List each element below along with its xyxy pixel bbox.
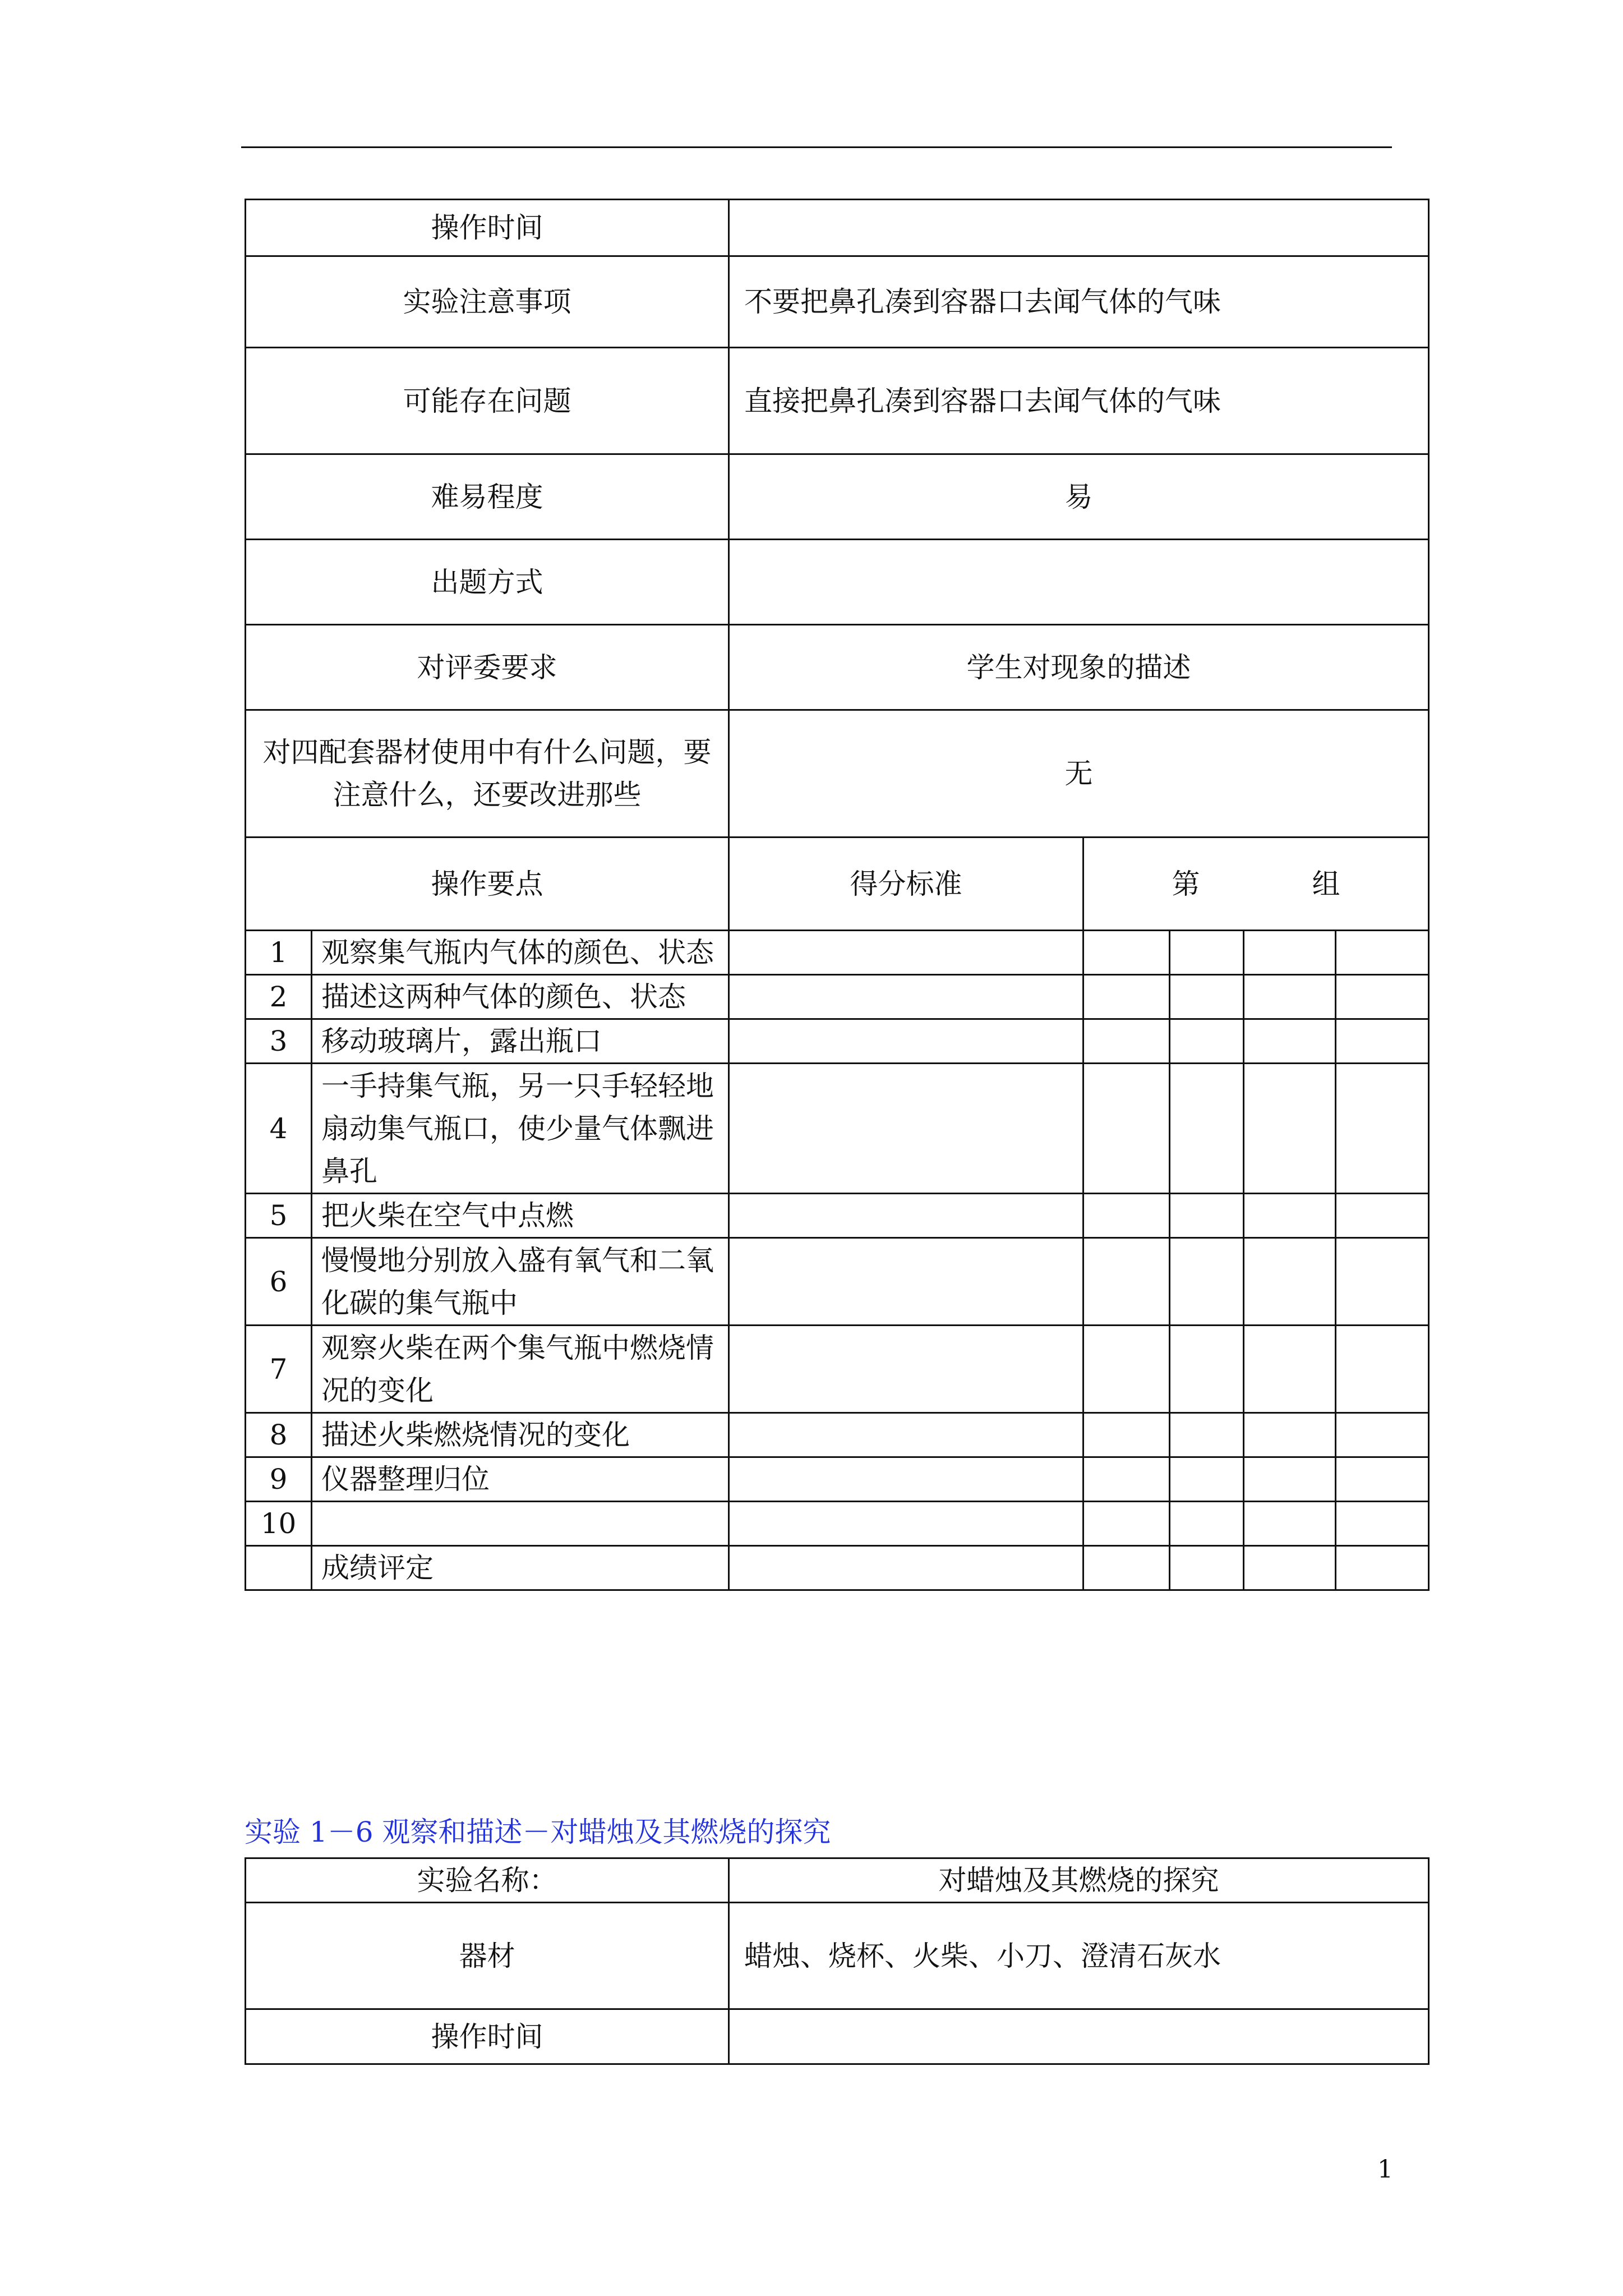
info-row: [246, 625, 1429, 710]
group-cell: [1170, 1546, 1244, 1590]
info-value: [729, 200, 1429, 256]
info-label: 可能存在问题: [246, 348, 729, 454]
score-cell: [729, 1546, 1083, 1590]
section-caption: 实验 1－6 观察和描述－对蜡烛及其燃烧的探究: [245, 1816, 831, 1848]
info-row: [246, 540, 1429, 625]
info-row: [246, 1903, 1429, 2009]
group-cell: [1170, 1194, 1244, 1238]
info-label: 对四配套器材使用中有什么问题，要注意什么，还要改进那些: [246, 710, 729, 838]
group-cell: [1244, 1019, 1336, 1064]
step-text: 一手持集气瓶，另一只手轻轻地扇动集气瓶口，使少量气体飘进鼻孔: [312, 1064, 729, 1194]
step-number: 6: [246, 1238, 312, 1326]
step-row: [246, 1546, 1429, 1590]
group-cell: [1244, 1413, 1336, 1457]
info-value: 蜡烛、烧杯、火柴、小刀、澄清石灰水: [729, 1903, 1429, 2009]
experiment-table: [245, 199, 1430, 1591]
group-cell: [1244, 1457, 1336, 1502]
step-text: 移动玻璃片，露出瓶口: [312, 1019, 729, 1064]
group-cell: [1244, 1194, 1336, 1238]
info-value: 不要把鼻孔凑到容器口去闻气体的气味: [729, 256, 1429, 348]
step-text: 观察集气瓶内气体的颜色、状态: [312, 931, 729, 975]
group-cell: [1336, 1413, 1429, 1457]
group-cell: [1083, 1546, 1170, 1590]
group-cell: [1244, 1238, 1336, 1326]
group-cell: [1083, 1064, 1170, 1194]
group-cell: [1336, 1457, 1429, 1502]
info-value: 无: [729, 710, 1429, 838]
step-row: [246, 1457, 1429, 1502]
step-text: [312, 1502, 729, 1546]
experiment-table-2: [245, 1857, 1430, 2065]
step-text: 仪器整理归位: [312, 1457, 729, 1502]
step-row: [246, 1064, 1429, 1194]
info-row: [246, 256, 1429, 348]
step-text: 描述火柴燃烧情况的变化: [312, 1413, 729, 1457]
group-cell: [1336, 1546, 1429, 1590]
step-row: [246, 1326, 1429, 1413]
info-row: [246, 710, 1429, 838]
group-cell: [1170, 1238, 1244, 1326]
score-cell: [729, 931, 1083, 975]
group-cell: [1244, 1064, 1336, 1194]
step-row: [246, 975, 1429, 1019]
group-cell: [1083, 1238, 1170, 1326]
info-row: [246, 2009, 1429, 2064]
info-value: 直接把鼻孔凑到容器口去闻气体的气味: [729, 348, 1429, 454]
step-text: 成绩评定: [312, 1546, 729, 1590]
group-cell: [1336, 1019, 1429, 1064]
step-number: 4: [246, 1064, 312, 1194]
group-cell: [1170, 931, 1244, 975]
step-number: 9: [246, 1457, 312, 1502]
step-number: 10: [246, 1502, 312, 1546]
header-score: 得分标准: [729, 838, 1083, 931]
group-cell: [1083, 931, 1170, 975]
info-value: [729, 540, 1429, 625]
group-cell: [1170, 975, 1244, 1019]
score-cell: [729, 1064, 1083, 1194]
info-row: [246, 348, 1429, 454]
step-row: [246, 1194, 1429, 1238]
group-cell: [1170, 1413, 1244, 1457]
info-value: 易: [729, 454, 1429, 540]
group-cell: [1083, 1194, 1170, 1238]
group-cell: [1244, 975, 1336, 1019]
group-cell: [1083, 1413, 1170, 1457]
step-number: 7: [246, 1326, 312, 1413]
info-value: [729, 2009, 1429, 2064]
info-row: [246, 454, 1429, 540]
group-cell: [1336, 1326, 1429, 1413]
group-suffix: 组: [1312, 867, 1340, 900]
group-cell: [1336, 975, 1429, 1019]
info-row: [246, 1858, 1429, 1903]
group-cell: [1170, 1064, 1244, 1194]
group-cell: [1083, 1457, 1170, 1502]
score-cell: [729, 975, 1083, 1019]
group-cell: [1170, 1019, 1244, 1064]
group-cell: [1244, 931, 1336, 975]
step-row: [246, 1238, 1429, 1326]
step-row: [246, 931, 1429, 975]
group-cell: [1336, 1064, 1429, 1194]
step-row: [246, 1019, 1429, 1064]
score-cell: [729, 1326, 1083, 1413]
group-cell: [1083, 1326, 1170, 1413]
header-group: [1083, 838, 1429, 931]
table-header-row: [246, 838, 1429, 931]
group-cell: [1244, 1326, 1336, 1413]
info-label: 对评委要求: [246, 625, 729, 710]
info-label: 出题方式: [246, 540, 729, 625]
step-number: 3: [246, 1019, 312, 1064]
step-text: 描述这两种气体的颜色、状态: [312, 975, 729, 1019]
step-number: 2: [246, 975, 312, 1019]
header-rule: [241, 146, 1392, 148]
info-value: 对蜡烛及其燃烧的探究: [729, 1858, 1429, 1903]
group-cell: [1336, 1238, 1429, 1326]
score-cell: [729, 1238, 1083, 1326]
info-label: 操作时间: [246, 200, 729, 256]
score-cell: [729, 1019, 1083, 1064]
score-cell: [729, 1194, 1083, 1238]
group-cell: [1244, 1502, 1336, 1546]
step-number: 1: [246, 931, 312, 975]
group-cell: [1336, 1194, 1429, 1238]
group-cell: [1336, 1502, 1429, 1546]
score-cell: [729, 1457, 1083, 1502]
info-label: 难易程度: [246, 454, 729, 540]
page-number: 1: [1377, 2155, 1393, 2184]
step-row: [246, 1502, 1429, 1546]
step-text: 把火柴在空气中点燃: [312, 1194, 729, 1238]
group-cell: [1083, 1019, 1170, 1064]
step-number: [246, 1546, 312, 1590]
info-value: 学生对现象的描述: [729, 625, 1429, 710]
step-number: 8: [246, 1413, 312, 1457]
step-number: 5: [246, 1194, 312, 1238]
group-cell: [1336, 931, 1429, 975]
info-row: [246, 200, 1429, 256]
score-cell: [729, 1502, 1083, 1546]
step-text: 观察火柴在两个集气瓶中燃烧情况的变化: [312, 1326, 729, 1413]
group-prefix: 第: [1172, 867, 1200, 900]
info-label: 实验名称：: [246, 1858, 729, 1903]
header-points: 操作要点: [246, 838, 729, 931]
group-cell: [1083, 975, 1170, 1019]
info-label: 实验注意事项: [246, 256, 729, 348]
group-cell: [1083, 1502, 1170, 1546]
group-cell: [1170, 1326, 1244, 1413]
info-label: 器材: [246, 1903, 729, 2009]
score-cell: [729, 1413, 1083, 1457]
step-row: [246, 1413, 1429, 1457]
group-cell: [1170, 1502, 1244, 1546]
group-cell: [1170, 1457, 1244, 1502]
step-text: 慢慢地分别放入盛有氧气和二氧化碳的集气瓶中: [312, 1238, 729, 1326]
group-cell: [1244, 1546, 1336, 1590]
info-label: 操作时间: [246, 2009, 729, 2064]
